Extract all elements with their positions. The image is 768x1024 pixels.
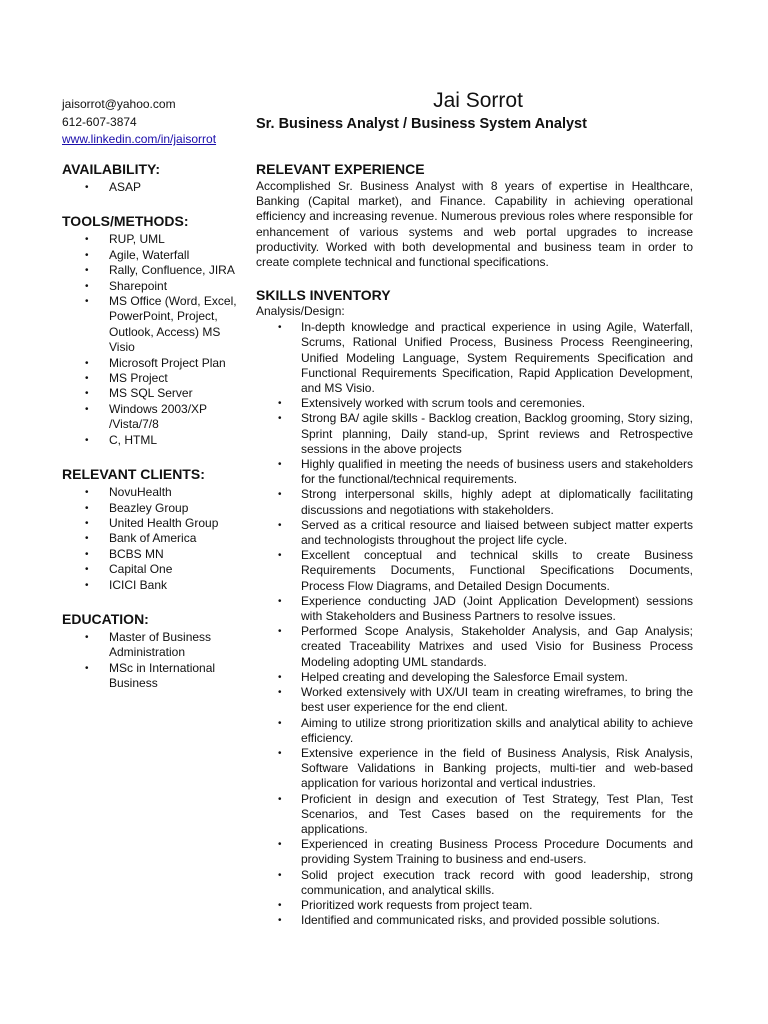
- list-item: • MS Project: [62, 371, 242, 386]
- list-item: • Windows 2003/XP /Vista/7/8: [62, 402, 242, 433]
- skill-item: • Proficient in design and execution of Test Strategy, Test Plan, Test Scenarios, and Test Cases based on the requirements for the applications.: [256, 792, 693, 838]
- right-column: [256, 160, 693, 928]
- contact-block: [62, 96, 216, 149]
- availability-heading: AVAILABILITY:: [62, 161, 160, 177]
- contact-email[interactable]: jaisorrot@yahoo.com: [62, 97, 176, 111]
- skill-item: • In-depth knowledge and practical experience in using Agile, Waterfall, Scrums, Rational Unified Process, Business Process Reengineering, Unified Modeling Language, System Requirements Specification and Functional Requirements Specification, Rapid Application Development, and MS Visio.: [256, 320, 693, 396]
- skill-item: • Excellent conceptual and technical skills to create Business Requirements Documents, Functional Specifications Documents, Process Flow Diagrams, and Detailed Design Documents.: [256, 548, 693, 594]
- skill-item: • Solid project execution track record with good leadership, strong communication, and analytical skills.: [256, 868, 693, 898]
- skills-subheading: Analysis/Design:: [256, 304, 345, 319]
- skill-item: • Strong BA/ agile skills - Backlog creation, Backlog grooming, Story sizing, Sprint planning, Daily stand-up, Sprint reviews and Retrospective sessions in the above projects: [256, 411, 693, 457]
- list-item: • Sharepoint: [62, 279, 242, 294]
- skill-item: • Experienced in creating Business Process Procedure Documents and providing System Training to business and end-users.: [256, 837, 693, 867]
- skill-item: • Served as a critical resource and liaised between subject matter experts and technologists throughout the project life cycle.: [256, 518, 693, 548]
- list-item: • ASAP: [62, 180, 242, 195]
- left-column: [62, 160, 242, 709]
- list-item: • RUP, UML: [62, 232, 242, 247]
- contact-phone: 612-607-3874: [62, 114, 137, 129]
- skill-item: • Experience conducting JAD (Joint Application Development) sessions with Stakeholders and Business Partners to resolve issues.: [256, 594, 693, 624]
- list-item: • Rally, Confluence, JIRA: [62, 263, 242, 278]
- relevant-clients-list: [62, 485, 242, 593]
- list-item: • Beazley Group: [62, 501, 242, 516]
- skill-item: • Performed Scope Analysis, Stakeholder Analysis, and Gap Analysis; created Traceability Matrixes and used Visio for Business Process Modeling adopting UML standards.: [256, 624, 693, 670]
- tools-methods-heading: TOOLS/METHODS:: [62, 213, 189, 230]
- list-item: • Microsoft Project Plan: [62, 356, 242, 371]
- list-item: • Master of Business Administration: [62, 630, 242, 661]
- list-item: • ICICI Bank: [62, 578, 242, 593]
- education-heading: EDUCATION:: [62, 610, 149, 627]
- experience-summary: Accomplished Sr. Business Analyst with 8 years of expertise in Healthcare, Banking (Capital market), and Finance. Capability in achieving operational efficiency and increasing revenue. Numerous previous roles where responsible for enhancement of various systems and web portal upgrades to increase productivity. Worked with both developmental and business team in order to create complete technical and functional specifications.: [256, 179, 693, 270]
- list-item: • Capital One: [62, 562, 242, 577]
- list-item: • MSc in International Business: [62, 661, 242, 692]
- relevant-clients-heading: RELEVANT CLIENTS:: [62, 466, 205, 483]
- resume-name: Jai Sorrot: [433, 89, 523, 112]
- skill-item: • Identified and communicated risks, and provided possible solutions.: [256, 913, 693, 928]
- list-item: • BCBS MN: [62, 547, 242, 562]
- skill-item: • Helped creating and developing the Salesforce Email system.: [256, 670, 693, 685]
- list-item: • MS Office (Word, Excel, PowerPoint, Project, Outlook, Access) MS Visio: [62, 294, 242, 356]
- skill-item: • Aiming to utilize strong prioritization skills and analytical ability to achieve efficiency.: [256, 716, 693, 746]
- list-item: • MS SQL Server: [62, 386, 242, 401]
- list-item: • Agile, Waterfall: [62, 248, 242, 263]
- skill-item: • Strong interpersonal skills, highly adept at diplomatically facilitating discussions and negotiations with stakeholders.: [256, 487, 693, 517]
- education-list: [62, 630, 242, 692]
- tools-methods-list: [62, 232, 242, 448]
- list-item: • NovuHealth: [62, 485, 242, 500]
- skill-item: • Extensively worked with scrum tools and ceremonies.: [256, 396, 693, 411]
- list-item: • Bank of America: [62, 531, 242, 546]
- skills-list: [256, 320, 693, 928]
- list-item: • C, HTML: [62, 433, 242, 448]
- experience-heading: RELEVANT EXPERIENCE: [256, 161, 425, 177]
- skill-item: • Worked extensively with UX/UI team in creating wireframes, to bring the best user experience for the end client.: [256, 685, 693, 715]
- resume-subtitle: Sr. Business Analyst / Business System Analyst: [256, 116, 587, 132]
- skill-item: • Highly qualified in meeting the needs of business users and stakeholders for the functional/technical requirements.: [256, 457, 693, 487]
- availability-list: [62, 180, 242, 195]
- list-item: • United Health Group: [62, 516, 242, 531]
- skills-heading: SKILLS INVENTORY: [256, 287, 391, 304]
- skill-item: • Prioritized work requests from project team.: [256, 898, 693, 913]
- skill-item: • Extensive experience in the field of Business Analysis, Risk Analysis, Software Validations in Banking projects, multi-tier and web-based application for various horizontal and vertical industries.: [256, 746, 693, 792]
- linkedin-link[interactable]: www.linkedin.com/in/jaisorrot: [62, 132, 217, 146]
